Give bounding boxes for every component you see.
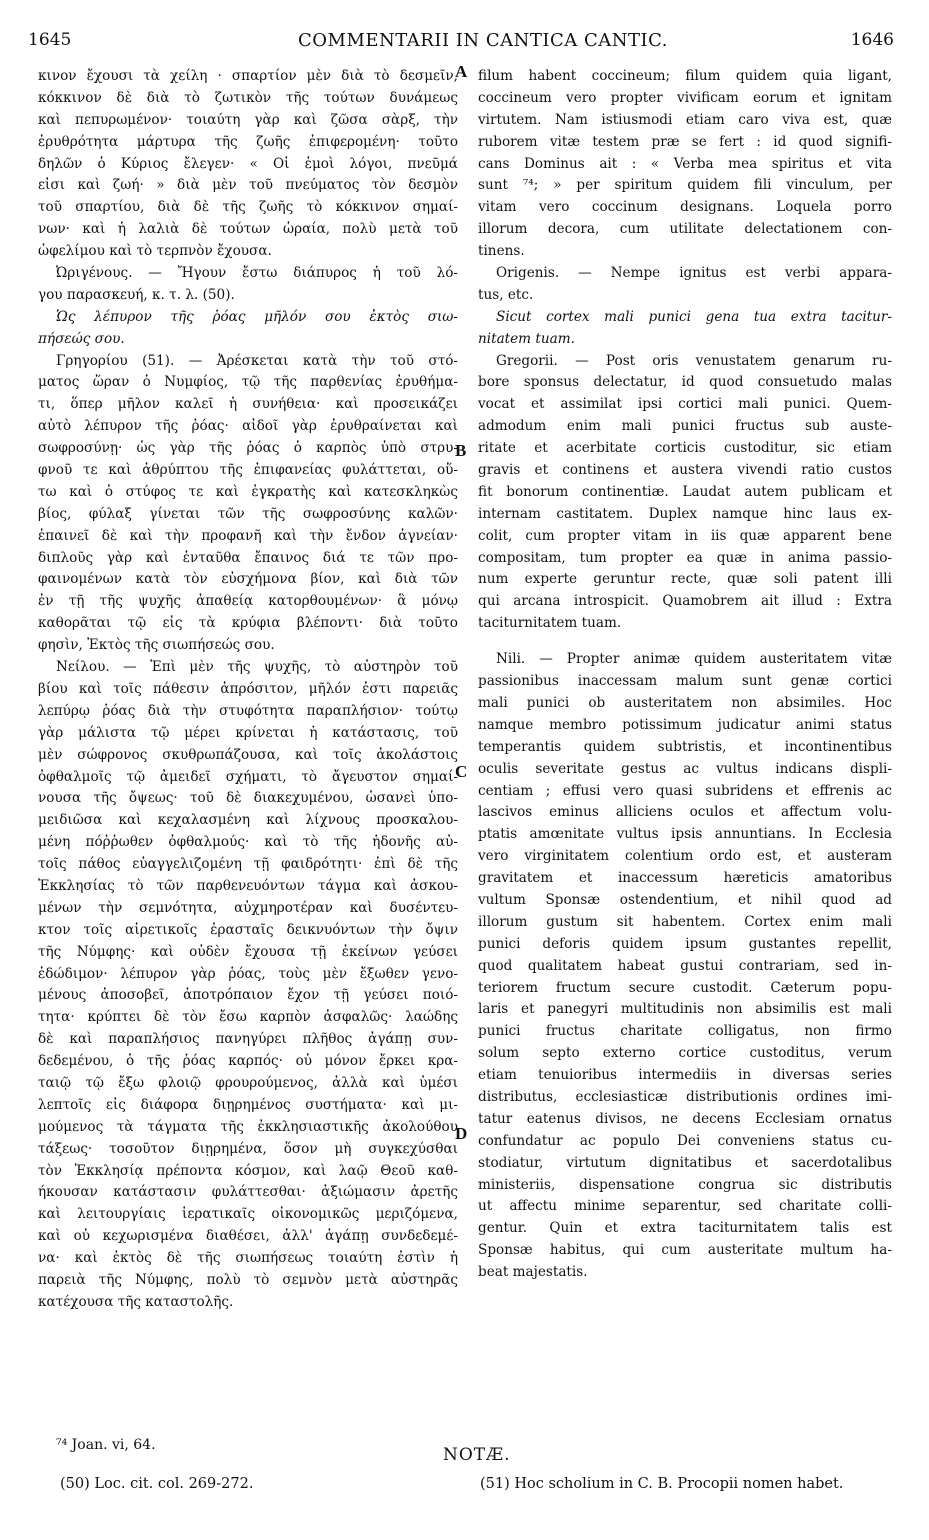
text-line: sunt ⁷⁴; » per spiritum quidem fili vinculum, per	[478, 177, 892, 194]
text-line: τοῖς πάθος εὐαγγελιζομένη τῇ φαιδρότητι· ἐπὶ δὲ τῆς	[38, 856, 458, 873]
text-line: punici fructus charitate colligatus, non firmo	[478, 1023, 892, 1040]
text-line: ut affectu minime separentur, sed charitate colli-	[478, 1198, 892, 1215]
text-line: etiam tenuioribus intermediis in diversas series	[478, 1067, 892, 1084]
text-line: ὠφελίμου καὶ τὸ τερπνὸν ἔχουσα.	[38, 243, 272, 260]
text-line: διπλοῦς γὰρ καὶ ἐνταῦθα ἔπαινος διά τε τῶν προ-	[38, 549, 458, 566]
text-line: Νείλου. — Ἐπὶ μὲν τῆς ψυχῆς, τὸ αὐστηρὸν τοῦ	[56, 659, 458, 676]
text-line: καὶ πεπυρωμένον· τοιαύτη γὰρ καὶ ζῶσα σὰρξ, τὴν	[38, 111, 458, 128]
text-line: τι, ὅπερ μῆλον καλεῖ ἡ συνήθεια· καὶ προσεικάζει	[38, 396, 458, 413]
text-line: vitam vero coccinum designans. Loquela porro	[478, 199, 892, 216]
text-line: punici deforis quidem ipsum gustantes repellit,	[478, 935, 892, 952]
text-line: να· καὶ ἐκτὸς δὲ τῆς σιωπήσεως τοιαύτη ἐστὶν ἡ	[38, 1250, 458, 1267]
text-line: δὲ καὶ παραπλήσιος πανηγύρει πλῆθος ἀγάπῃ συν-	[38, 1031, 458, 1048]
section-marker-a: A	[455, 62, 468, 81]
text-line: teriorem fructum secure custodit. Cæterum popu-	[478, 979, 892, 996]
text-line: ἐδώδιμον· λέπυρον γὰρ ῥόας, τοὺς μὲν ἔξωθεν γενο-	[38, 965, 458, 982]
text-line: mali punici ob austeritatem non absimiles. Hoc	[478, 694, 892, 711]
text-line: distributus, ecclesiasticæ distributionis ordines imi-	[478, 1088, 892, 1105]
text-line: καθορᾶται τῷ εἰς τὰ κρύφια βλέποντι· διὰ τοῦτο	[38, 615, 458, 632]
text-line: νων· καὶ ἡ λαλιὰ δὲ τούτων ὡραία, πολὺ μετὰ τοῦ	[38, 221, 458, 238]
text-line: πήσεώς σου.	[38, 330, 125, 347]
text-line: μειδιῶσα καὶ κεχαλασμένη καὶ λίχνους προσκαλου-	[38, 812, 458, 829]
text-line: κινον ἔχουσι τὰ χείλη · σπαρτίον μὲν διὰ τὸ δεσμεῖν,	[38, 68, 458, 84]
paragraph-gap	[478, 635, 892, 649]
text-line: τάξεως· τοσοῦτον διῃρημένα, ὅσον μὴ συγκεχύσθαι	[38, 1140, 458, 1157]
text-line: colit, cum propter vitam in iis quæ apparent bene	[478, 527, 892, 544]
text-line: νουσα τῆς ὄψεως· τοῦ δὲ διακεχυμένου, ὡσανεὶ ὑπο-	[38, 790, 458, 807]
text-line: gravis et continens et austera vivendi ratio custos	[478, 462, 892, 479]
text-line: ritate et acerbitate corticis custoditur, sic etiam	[478, 440, 892, 457]
text-line: ἐρυθρότητα μάρτυρα τῆς ζωῆς ἐπιφερομένη· τοῦτο	[38, 133, 458, 150]
text-line: τῆς Νύμφης· καὶ οὐδὲν ἔχουσα τῇ ἐκείνων γεύσει	[38, 943, 458, 960]
text-line: ταιῷ τῷ ἔξω φλοιῷ φρουρούμενος, ἀλλὰ καὶ ὑμέσι	[38, 1074, 458, 1091]
text-line: quod qualitatem habeat gustui contrariam, sed in-	[478, 957, 892, 974]
text-line: καὶ οὐ κεχωρισμένα διαθέσει, ἀλλ' ἀγάπῃ συνδεδεμέ-	[38, 1228, 458, 1245]
text-line: ministeriis, dispensatione congrua sic distributis	[478, 1176, 892, 1193]
text-line: αὐτὸ λέπυρον τῆς ῥόας· αἰδοῖ γὰρ ἐρυθραίνεται καὶ	[38, 418, 458, 435]
text-line: μένη πόῤῥωθεν ὀφθαλμούς· καὶ τὸ τῆς ἡδονῆς αὐ-	[38, 834, 458, 851]
text-line: καὶ λειτουργίαις ἱερατικαῖς οἰκονομικῶς μεριζόμενα,	[38, 1206, 458, 1223]
section-marker-c: C	[455, 762, 468, 781]
text-line: vocat et assimilat ipsi cortici mali punici. Quem-	[478, 396, 892, 413]
text-line: ruborem vitæ testem præ se fert : id quod signifi-	[478, 133, 892, 150]
text-line: compositam, tum propter ea quæ in anima passio-	[478, 549, 892, 566]
footnote-74: ⁷⁴ Joan. vi, 64.	[56, 1437, 156, 1453]
text-line: temperantis quidem subtristis, et incontinentibus	[478, 738, 892, 755]
text-line: bore sponsus delectatur, id quod consuetudo malas	[478, 374, 892, 391]
text-line: nitatem tuam.	[478, 330, 575, 347]
text-line: κατέχουσα τῆς καταστολῆς.	[38, 1293, 234, 1310]
text-line: illorum decora, cum utilitate delectationem con-	[478, 221, 892, 238]
text-line: Γρηγορίου (51). — Ἀρέσκεται κατὰ τὴν τοῦ στό-	[56, 352, 458, 369]
text-line: gravitatem et inaccessum hæreticis amatoribus	[478, 870, 892, 887]
section-marker-d: D	[455, 1124, 468, 1143]
greek-column	[38, 66, 458, 1314]
text-line: φαινομένων κατὰ τὸν εὐσχήμονα βίον, καὶ διὰ τῶν	[38, 571, 458, 588]
text-line: τητα· κρύπτει δὲ τὸν ἔσω καρπὸν ἀσφαλῶς· λαώδης	[38, 1009, 458, 1026]
text-line: confundatur ac populo Dei conveniens status cu-	[478, 1132, 892, 1149]
text-line: μένων τὴν σεμνότητα, αὐχμηροτέραν καὶ δυσέντευ-	[38, 899, 458, 916]
text-line: admodum enim mali punici fructus sub auste-	[478, 418, 892, 435]
text-line: λεπύρῳ ῥόας διὰ τὴν στυφότητα παραπλήσιον· τούτῳ	[38, 702, 458, 719]
text-line: κτον τοῖς αἱρετικοῖς ἐρασταῖς δεικνυόντων τὴν ὄψιν	[38, 921, 458, 938]
text-line: μούμενος τὰ τάγματα τῆς ἐκκλησιαστικῆς ἀκολούθου	[38, 1118, 458, 1135]
text-line: τὸν Ἐκκλησίᾳ πρέποντα κόσμον, καὶ λαῷ Θεοῦ καθ-	[38, 1162, 458, 1179]
text-line: δηλῶν ὁ Κύριος ἔλεγεν· « Οἱ ἐμοὶ λόγοι, πνεῦμά	[38, 155, 458, 172]
text-line: μένους ἀποσοβεῖ, ἀποτρόπαιον ἔχον τῇ γεύσει ποιό-	[38, 987, 458, 1004]
text-line: tus, etc.	[478, 286, 534, 303]
text-line: ὀφθαλμοῖς τῷ ἀμειδεῖ σχήματι, τὸ ἄγευστον σημαί-	[38, 768, 458, 785]
text-line: tatur eatenus divisos, ne decens Ecclesiam ornatus	[478, 1110, 892, 1127]
text-line: fit bonorum continentiæ. Laudat autem publicam et	[478, 483, 892, 500]
text-line: oculis severitate gestus ac vultus indicans displi-	[478, 760, 892, 777]
text-line: Ὡς λέπυρον τῆς ῥόας μῆλόν σου ἐκτὸς σιω-	[56, 308, 458, 325]
text-line: μὲν σώφρονος σκυθρωπάζουσα, καὶ τοῖς ἀκολάστοις	[38, 746, 458, 763]
page-number-right: 1646	[850, 30, 894, 50]
text-line: laris et panegyri multitudinis non absimilis est mali	[478, 1001, 892, 1018]
text-line: virtutem. Nam istiusmodi etiam caro viva est, quæ	[478, 111, 892, 128]
text-line: stodiatur, virtutum dignitatibus et sacerdotalibus	[478, 1154, 892, 1171]
text-line: βίος, φύλαξ γίνεται τῶν τῆς σωφροσύνης καλῶν·	[38, 505, 458, 522]
running-title: COMMENTARII IN CANTICA CANTIC.	[298, 30, 668, 51]
text-line: coccineum vero propter vivificam eorum et ignitam	[478, 89, 892, 106]
text-line: ἐν τῇ τῆς ψυχῆς ἀπαθείᾳ κατορθουμένων· ἃ μόνῳ	[38, 593, 458, 610]
text-line: qui arcana introspicit. Quamobrem ait illud : Extra	[478, 593, 892, 610]
text-line: ματος ὥραν ὁ Νυμφίος, τῷ τῆς παρθενίας ἐρυθήμα-	[38, 374, 458, 391]
note-50: (50) Loc. cit. col. 269-272.	[60, 1476, 254, 1492]
text-line: φνοῦ τε καὶ ἀθρύπτου τῆς ἐπιφανείας φυλάττεται, οὕ-	[38, 462, 458, 479]
page-header	[28, 30, 894, 60]
text-line: illorum gustum sit habentem. Cortex enim mali	[478, 913, 892, 930]
text-line: βίου καὶ τοῖς πάθεσιν ἀπρόσιτον, μῆλόν ἐστι παρειᾶς	[38, 680, 458, 697]
text-line: Nili. — Propter animæ quidem austeritatem vitæ	[496, 651, 892, 668]
text-line: vultum Sponsæ ostendentium, et nihil quod ad	[478, 891, 892, 908]
text-line: ἐπαινεῖ δὲ καὶ τὴν προφανῆ καὶ τὴν ἔνδον ἁγνείαν·	[38, 527, 458, 544]
section-marker-b: B	[455, 441, 467, 460]
text-line: ήκουσαν κατάστασιν φυλάττεσθαι· ἀξιώμασιν ἀρετῆς	[38, 1184, 458, 1201]
text-line: num experte geruntur recte, quæ soli patent illi	[478, 571, 892, 588]
text-line: Ἐκκλησίας τὸ τῶν παρθενευόντων τάγμα καὶ ἀσκου-	[38, 877, 458, 894]
text-line: γου παρασκευή, κ. τ. λ. (50).	[38, 286, 235, 303]
notae-heading: NOTÆ.	[443, 1445, 511, 1465]
text-line: κόκκινον δὲ διὰ τὸ ζωτικὸν τῆς τούτων δυνάμεως	[38, 89, 458, 106]
text-line: centiam ; effusi vero quasi subridens et effrenis ac	[478, 782, 892, 799]
text-line: τω καὶ ὁ στύφος τε καὶ ἐγκρατὴς καὶ κατεσκληκὼς	[38, 483, 458, 500]
text-line: δεδεμένου, ὁ τῆς ῥόας καρπός· οὐ μόνον ἔρκει κρα-	[38, 1053, 458, 1070]
text-line: vero virginitatem colentium ordo est, et austeram	[478, 848, 892, 865]
text-line: beat majestatis.	[478, 1264, 588, 1281]
text-line: namque membro potissimum judicatur animi status	[478, 716, 892, 733]
page-number-left: 1645	[28, 30, 72, 50]
text-line: Sponsæ habitus, qui cum austeritate multum ha-	[478, 1242, 892, 1259]
text-line: ptatis amœnitate vultus ipsis annuntians. In Ecclesia	[478, 826, 892, 843]
text-line: taciturnitatem tuam.	[478, 615, 622, 632]
text-line: γὰρ μάλιστα τῷ μέρει κρίνεται ἡ κατάστασις, τοῦ	[38, 724, 458, 741]
text-line: Sicut cortex mali punici gena tua extra tacitur-	[496, 308, 892, 325]
text-line: Origenis. — Nempe ignitus est verbi appara-	[496, 265, 892, 282]
latin-column	[478, 66, 892, 1284]
text-line: φησὶν, Ἐκτὸς τῆς σιωπήσεώς σου.	[38, 637, 275, 654]
text-line: cans Dominus ait : « Verba mea spiritus et vita	[478, 155, 892, 172]
text-line: παρειὰ τῆς Νύμφης, πολὺ τὸ σεμνὸν μετὰ αὐστηρᾶς	[38, 1271, 458, 1288]
text-line: internam castitatem. Duplex namque hinc laus ex-	[478, 505, 892, 522]
note-51: (51) Hoc scholium in C. B. Procopii nomen habet.	[480, 1476, 844, 1492]
text-line: Ὠριγένους. — Ἤγουν ἔστω διάπυρος ἡ τοῦ λό-	[56, 265, 458, 282]
text-line: filum habent coccineum; filum quidem quia ligant,	[478, 68, 892, 84]
text-line: lascivos eminus alliciens oculos et affectum volu-	[478, 804, 892, 821]
text-line: σωφροσύνῃ· ὡς γὰρ τῆς ῥόας ὁ καρπὸς ὑπὸ στρυ-	[38, 440, 458, 457]
text-line: solum septo externo cortice custoditus, verum	[478, 1045, 892, 1062]
text-line: passionibus inaccessam malum sunt genæ cortici	[478, 673, 892, 690]
text-line: εἰσι καὶ ζωή· » διὰ μὲν τοῦ πνεύματος τὸν δεσμὸν	[38, 177, 458, 194]
text-line: gentur. Quin et extra taciturnitatem talis est	[478, 1220, 892, 1237]
text-line: λεπτοῖς εἰς διάφορα διῃρημένος συστήματα· καὶ μι-	[38, 1096, 458, 1113]
text-line: tinens.	[478, 243, 525, 260]
text-line: τοῦ σπαρτίου, διὰ δὲ τῆς ζωῆς τὸ κόκκινον σημαί-	[38, 199, 458, 216]
text-line: Gregorii. — Post oris venustatem genarum ru-	[496, 352, 892, 369]
